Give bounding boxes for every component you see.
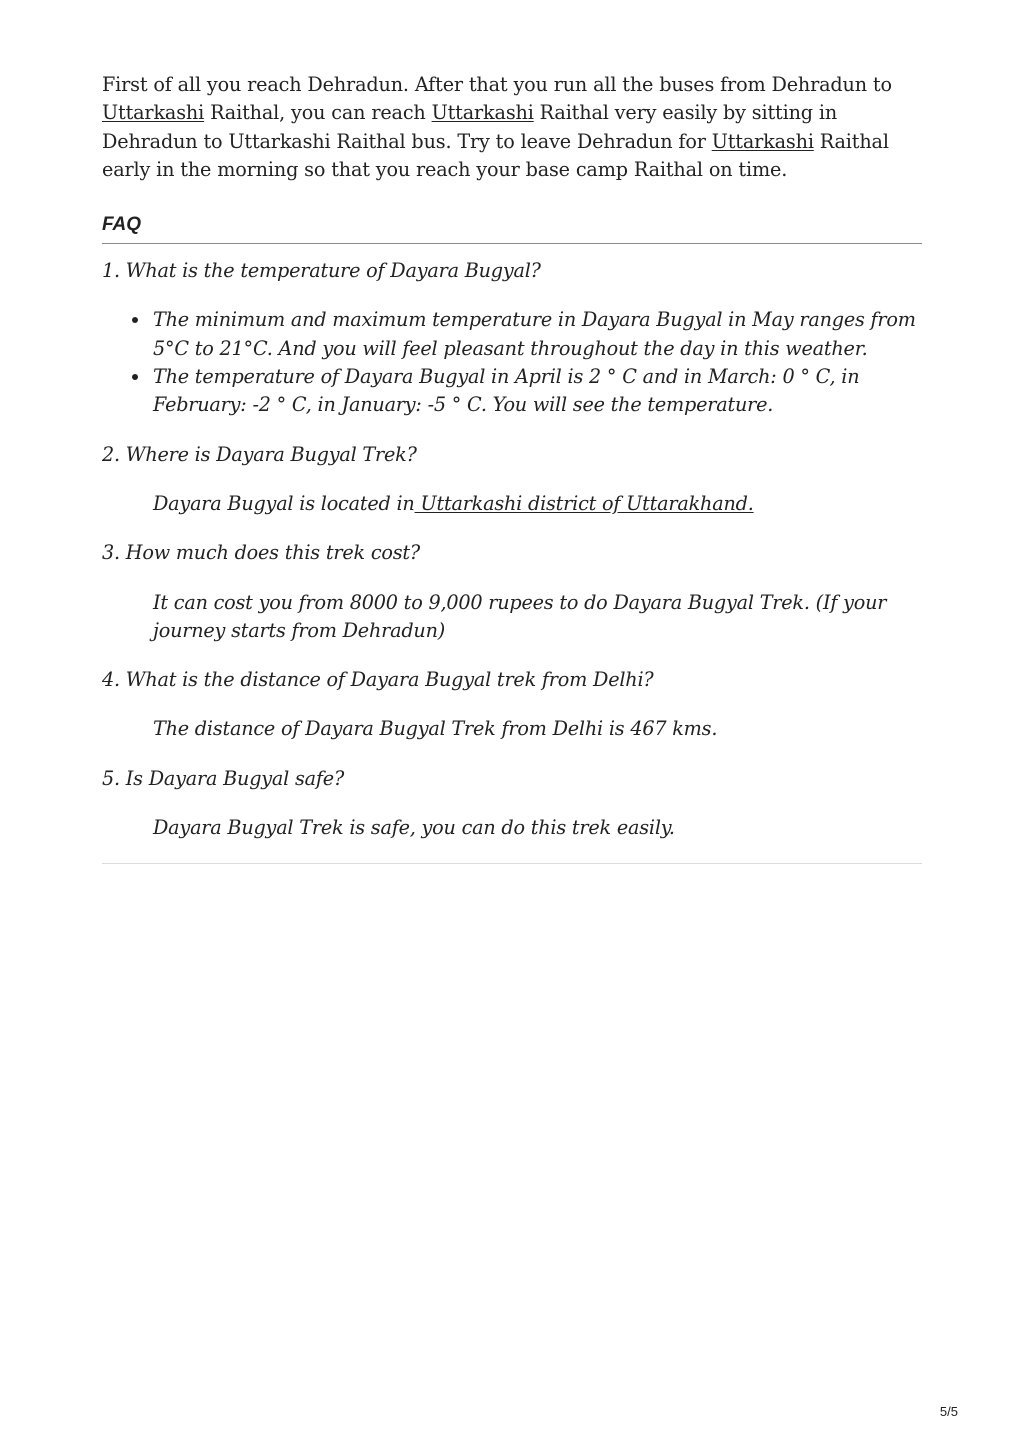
uttarkashi-link[interactable]: Uttarkashi (711, 129, 814, 153)
intro-text: Raithal very easily by sitting in Dehradun to Uttarkashi Raithal bus. Try to leave Dehradun for (102, 101, 838, 153)
intro-text: Raithal early in the morning so that you reach your base camp Raithal on time. (102, 129, 889, 181)
faq-question-1: 1. What is the temperature of Dayara Bugyal? (102, 259, 541, 283)
article-body (102, 71, 922, 864)
faq-answer-1-item: The minimum and maximum temperature in Dayara Bugyal in May ranges from 5°C to 21°C. And you will feel pleasant throughout the day in this weather. (153, 306, 922, 363)
faq-question-5: 5. Is Dayara Bugyal safe? (102, 766, 345, 790)
faq-question-2: 2. Where is Dayara Bugyal Trek? (102, 442, 417, 466)
faq-answer-1-list (102, 306, 922, 419)
intro-text: First of all you reach Dehradun. After that you run all the buses from Dehradun to (102, 73, 892, 96)
faq-question-4: 4. What is the distance of Dayara Bugyal trek from Delhi? (102, 668, 654, 692)
intro-paragraph (102, 71, 922, 184)
faq-answer-5: Dayara Bugyal Trek is safe, you can do this trek easily. (153, 816, 675, 840)
uttarkashi-link[interactable]: Uttarkashi (431, 101, 534, 125)
faq-section (102, 257, 922, 842)
faq-answer-3: It can cost you from 8000 to 9,000 rupees to do Dayara Bugyal Trek. (If your journey starts from Dehradun) (153, 590, 887, 642)
intro-text: Raithal, you can reach (204, 101, 432, 125)
faq-answer-2-text: Dayara Bugyal is located in (153, 491, 415, 515)
faq-question-3: 3. How much does this trek cost? (102, 541, 420, 565)
uttarkashi-link[interactable]: Uttarkashi (102, 101, 205, 125)
faq-heading: FAQ (102, 214, 922, 244)
section-divider (102, 863, 922, 864)
page-number: 5/5 (939, 1404, 958, 1419)
uttarkashi-district-link[interactable]: Uttarkashi district of Uttarakhand. (414, 491, 754, 515)
faq-answer-1-item: The temperature of Dayara Bugyal in April is 2 ° C and in March: 0 ° C, in February: -2 ° C, in January: -5 ° C. You will see the temperature. (153, 363, 922, 420)
faq-answer-4: The distance of Dayara Bugyal Trek from Delhi is 467 kms. (153, 717, 718, 741)
faq-answer-2 (153, 490, 922, 518)
